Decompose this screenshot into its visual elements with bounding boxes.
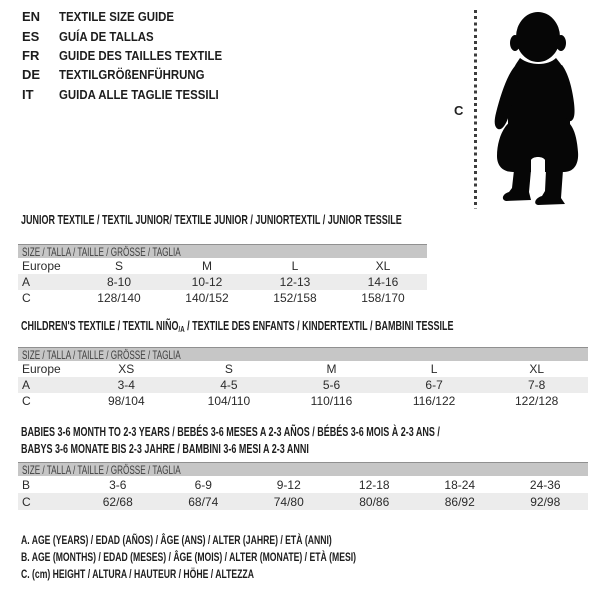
cell-value: 8-10 xyxy=(106,275,132,289)
children-section-title xyxy=(21,318,600,338)
language-title: GUIDE DES TAILLES TEXTILE xyxy=(59,47,223,63)
cell-value: 80/86 xyxy=(359,494,390,509)
cell-value: 7-8 xyxy=(528,378,546,392)
table-row-height xyxy=(18,493,588,510)
cell-value: 9-12 xyxy=(276,477,301,492)
language-row-fr xyxy=(22,46,244,65)
cell-value: 6-7 xyxy=(425,378,443,392)
row-label: Europe xyxy=(22,259,61,273)
language-row-de xyxy=(22,65,244,84)
children-size-table xyxy=(18,347,588,409)
cell-value: 104/110 xyxy=(207,394,251,408)
cell-value: S xyxy=(114,259,123,273)
height-measure-label: C xyxy=(454,103,464,118)
babies-size-table xyxy=(18,462,588,510)
cell-value: 74/80 xyxy=(273,494,304,509)
babies-title-line1: BABIES 3-6 MONTH TO 2-3 YEARS / BEBÉS 3-6 MESES A 2-3 AÑOS / BÉBÉS 3-6 MOIS À 2-3 ANS / xyxy=(21,425,440,439)
row-label: A xyxy=(22,275,31,289)
row-label: Europe xyxy=(22,362,61,376)
baby-silhouette-icon xyxy=(486,10,592,209)
children-section-title-text xyxy=(21,318,453,338)
baby-figure xyxy=(450,8,595,212)
cell-value: 12-18 xyxy=(358,477,390,492)
cell-value: 12-13 xyxy=(279,275,311,289)
table-row-age xyxy=(18,377,588,393)
cell-value: 62/68 xyxy=(102,494,133,509)
table-row-age xyxy=(18,274,427,290)
cell-value: XL xyxy=(529,362,545,376)
legend-text: A. AGE (YEARS) / EDAD (AÑOS) / ÂGE (ANS) / ALTER (JAHRE) / ETÀ (ANNI) xyxy=(21,533,332,547)
cell-value: 3-4 xyxy=(117,378,135,392)
junior-section-title xyxy=(21,212,550,229)
size-header-text: SIZE / TALLA / TAILLE / GRÖSSE / TAGLIA xyxy=(22,347,181,362)
language-title: TEXTILE SIZE GUIDE xyxy=(59,9,175,25)
legend-line-a xyxy=(21,533,486,550)
legend-line-c xyxy=(21,567,486,584)
table-row-europe xyxy=(18,361,588,377)
cell-value: 140/152 xyxy=(185,291,229,305)
babies-title-line2: BABYS 3-6 MONATE BIS 2-3 JAHRE / BAMBINI 3-6 MESI A 2-3 ANNI xyxy=(21,442,309,456)
language-list xyxy=(22,7,244,104)
row-label: C xyxy=(22,494,31,509)
table-row-europe xyxy=(18,258,427,274)
title-post: / TEXTILE DES ENFANTS / KINDERTEXTIL / BAMBINI TESSILE xyxy=(184,319,454,333)
cell-value: 10-12 xyxy=(191,275,223,289)
cell-value: L xyxy=(291,259,299,273)
table-row-months xyxy=(18,476,588,493)
language-row-en xyxy=(22,7,244,26)
cell-value: 4-5 xyxy=(220,378,238,392)
language-title: TEXTILGRÖßENFÜHRUNG xyxy=(59,67,205,83)
legend-text: B. AGE (MONTHS) / EDAD (MESES) / ÂGE (MOIS) / ALTER (MONATE) / ETÀ (MESI) xyxy=(21,550,357,565)
cell-value: 128/140 xyxy=(97,291,141,305)
row-label: A xyxy=(22,378,31,392)
language-title: GUIDA ALLE TAGLIE TESSILI xyxy=(59,86,219,102)
cell-value: 110/116 xyxy=(310,394,353,408)
cell-value: 18-24 xyxy=(444,477,476,492)
language-code: ES xyxy=(22,28,40,44)
cell-value: 3-6 xyxy=(109,477,127,492)
language-row-it xyxy=(22,85,244,104)
cell-value: 92/98 xyxy=(530,494,561,509)
row-label: C xyxy=(22,394,31,408)
cell-value: S xyxy=(224,362,233,376)
junior-section-title-text: JUNIOR TEXTILE / TEXTIL JUNIOR/ TEXTILE JUNIOR / JUNIORTEXTIL / JUNIOR TESSILE xyxy=(21,213,402,227)
cell-value: L xyxy=(430,362,438,376)
cell-value: 24-36 xyxy=(529,477,561,492)
title-subscript: /A xyxy=(178,324,185,334)
row-label: C xyxy=(22,291,31,305)
cell-value: 158/170 xyxy=(361,291,405,305)
junior-size-table xyxy=(18,244,427,306)
cell-value: 152/158 xyxy=(273,291,317,305)
title-pre: CHILDREN'S TEXTILE / TEXTIL NIÑO xyxy=(21,319,179,333)
cell-value: 5-6 xyxy=(322,378,341,392)
language-code: EN xyxy=(22,9,41,25)
cell-value: 6-9 xyxy=(194,477,212,492)
cell-value: 14-16 xyxy=(367,275,399,289)
table-row-height xyxy=(18,290,427,306)
cell-value: XS xyxy=(118,362,135,376)
cell-value: M xyxy=(326,362,337,376)
language-code: IT xyxy=(22,86,34,102)
size-header-text: SIZE / TALLA / TAILLE / GRÖSSE / TAGLIA xyxy=(22,244,181,259)
babies-section-title xyxy=(21,424,600,458)
language-code: DE xyxy=(22,67,41,83)
cell-value: 122/128 xyxy=(514,394,559,408)
cell-value: 98/104 xyxy=(107,394,145,408)
legend-line-b xyxy=(21,550,486,567)
size-header-text: SIZE / TALLA / TAILLE / GRÖSSE / TAGLIA xyxy=(22,462,181,477)
cell-value: 116/122 xyxy=(412,394,456,408)
junior-size-header-bar xyxy=(18,244,427,258)
height-dotted-line-icon xyxy=(474,10,477,209)
legend-text: C. (cm) HEIGHT / ALTURA / HAUTEUR / HÖHE / ALTEZZA xyxy=(21,567,254,582)
language-row-es xyxy=(22,26,244,45)
legend xyxy=(21,533,486,585)
cell-value: 86/92 xyxy=(444,494,475,509)
cell-value: XL xyxy=(375,259,391,273)
table-row-height xyxy=(18,393,588,409)
row-label: B xyxy=(22,477,31,492)
language-code: FR xyxy=(22,47,40,63)
cell-value: 68/74 xyxy=(188,494,219,509)
language-title: GUÍA DE TALLAS xyxy=(59,28,154,44)
babies-size-header-bar xyxy=(18,462,588,476)
children-size-header-bar xyxy=(18,347,588,361)
cell-value: M xyxy=(202,259,212,273)
